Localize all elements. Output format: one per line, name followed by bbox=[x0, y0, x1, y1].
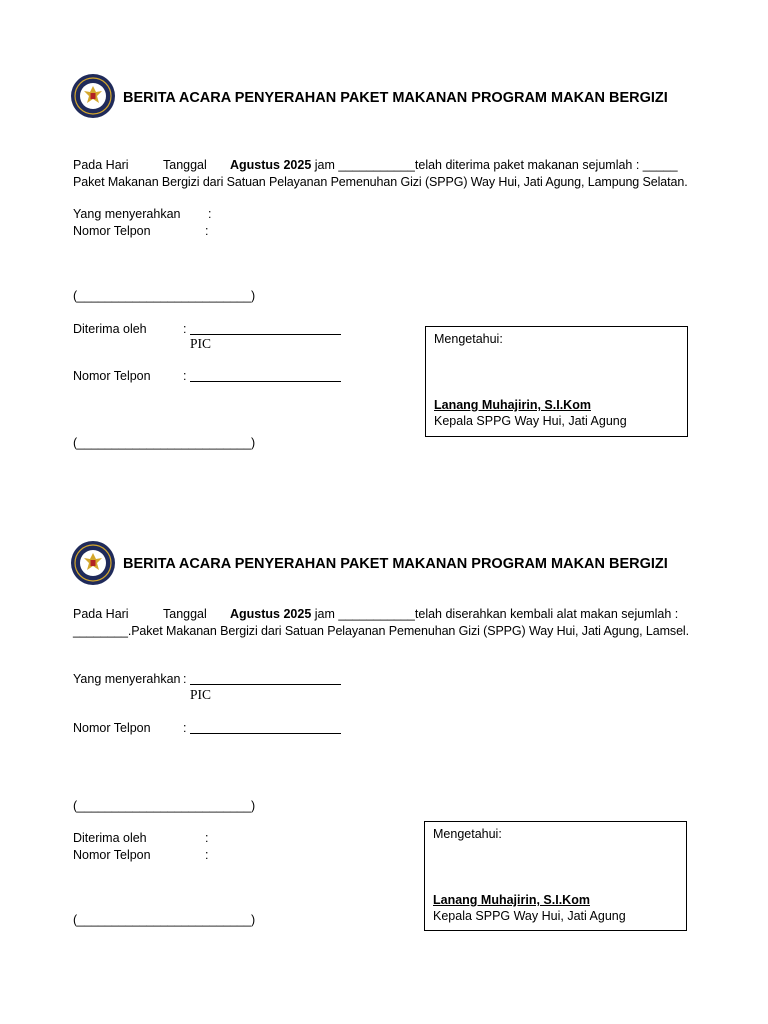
jam-blank: ___________ bbox=[338, 607, 415, 621]
jam-label: jam bbox=[314, 158, 335, 172]
receiver-pic: PIC bbox=[190, 336, 212, 351]
giver-pic: PIC bbox=[190, 687, 212, 702]
paragraph-line-2: ________.Paket Makanan Bergizi dari Satuan Pelayanan Pemenuhan Gizi (SPPG) Way Hui, Jati Agung, Lamsel. bbox=[73, 624, 689, 638]
acknowledge-heading: Mengetahui: bbox=[434, 332, 503, 346]
month-year: Agustus 2025 bbox=[230, 607, 312, 621]
acknowledge-name: Lanang Muhajirin, S.I.Kom bbox=[434, 398, 591, 412]
signature-line[interactable]: (_________________________) bbox=[73, 436, 256, 450]
logo-icon bbox=[70, 73, 116, 119]
logo-icon bbox=[70, 540, 116, 586]
receiver-phone-colon: : bbox=[205, 848, 209, 862]
giver-colon: : bbox=[183, 672, 187, 686]
pada-hari-label: Pada Hari bbox=[73, 607, 129, 621]
giver-phone-label: Nomor Telpon bbox=[73, 721, 151, 735]
tanggal-label: Tanggal bbox=[163, 158, 207, 172]
giver-label: Yang menyerahkan bbox=[73, 672, 181, 686]
date-text bbox=[230, 157, 678, 173]
month-year: Agustus 2025 bbox=[230, 158, 312, 172]
giver-phone-colon: : bbox=[205, 224, 209, 238]
jam-label: jam bbox=[314, 607, 335, 621]
signature-line[interactable]: (_________________________) bbox=[73, 289, 256, 303]
receiver-name-field[interactable] bbox=[190, 334, 341, 335]
acknowledge-position: Kepala SPPG Way Hui, Jati Agung bbox=[434, 414, 627, 428]
receiver-phone-colon: : bbox=[183, 369, 187, 383]
giver-phone-colon: : bbox=[183, 721, 187, 735]
giver-phone-label: Nomor Telpon bbox=[73, 224, 151, 238]
acknowledge-box bbox=[424, 821, 687, 931]
received-text: telah diterima paket makanan sejumlah : _____ bbox=[414, 158, 678, 172]
giver-name-field[interactable] bbox=[190, 684, 341, 685]
acknowledge-heading: Mengetahui: bbox=[433, 827, 502, 841]
document-title: BERITA ACARA PENYERAHAN PAKET MAKANAN PROGRAM MAKAN BERGIZI bbox=[123, 90, 668, 106]
pada-hari-label: Pada Hari bbox=[73, 158, 129, 172]
date-text bbox=[230, 606, 678, 622]
receiver-colon: : bbox=[205, 831, 209, 845]
receiver-phone-field[interactable] bbox=[190, 381, 341, 382]
receiver-phone-label: Nomor Telpon bbox=[73, 369, 151, 383]
giver-label: Yang menyerahkan bbox=[73, 207, 181, 221]
document-title: BERITA ACARA PENYERAHAN PAKET MAKANAN PROGRAM MAKAN BERGIZI bbox=[123, 556, 668, 572]
returned-text: telah diserahkan kembali alat makan sejumlah : bbox=[414, 607, 679, 621]
tanggal-label: Tanggal bbox=[163, 607, 207, 621]
receiver-label: Diterima oleh bbox=[73, 322, 147, 336]
acknowledge-position: Kepala SPPG Way Hui, Jati Agung bbox=[433, 909, 626, 923]
receiver-colon: : bbox=[183, 322, 187, 336]
receiver-phone-label: Nomor Telpon bbox=[73, 848, 151, 862]
giver-phone-field[interactable] bbox=[190, 733, 341, 734]
acknowledge-box bbox=[425, 326, 688, 437]
paragraph-line-2: Paket Makanan Bergizi dari Satuan Pelayanan Pemenuhan Gizi (SPPG) Way Hui, Jati Agung, Lampung Selatan. bbox=[73, 175, 688, 189]
receiver-label: Diterima oleh bbox=[73, 831, 147, 845]
jam-blank: ___________ bbox=[338, 158, 415, 172]
acknowledge-name: Lanang Muhajirin, S.I.Kom bbox=[433, 893, 590, 907]
signature-line[interactable]: (_________________________) bbox=[73, 799, 256, 813]
giver-colon: : bbox=[208, 207, 212, 221]
signature-line[interactable]: (_________________________) bbox=[73, 913, 256, 927]
